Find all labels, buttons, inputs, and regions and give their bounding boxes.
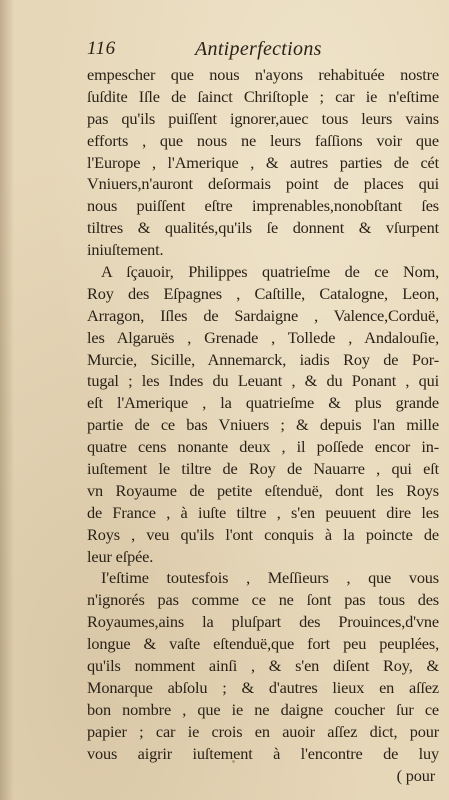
text-line: qu'ils nomment ainſi , & s'en diſent Roy, & bbox=[87, 656, 439, 676]
text-line: efforts , que nous ne leurs faſſions voir que bbox=[87, 130, 439, 150]
text-line: vous aigrir iuſtement à l'encontre de luy bbox=[87, 743, 439, 763]
text-line: vn Royaume de petite eſtenduë, dont les Roys bbox=[87, 480, 439, 500]
page-gutter-shadow bbox=[0, 0, 14, 800]
text-line: ſuſdite Iſle de ſainct Chriſtople ; car ie n'eſtime bbox=[87, 86, 439, 106]
text-line: nous puiſſent eſtre imprenables,nonobſtant ſes bbox=[87, 196, 439, 216]
text-line: tiltres & qualités,qu'ils ſe donnent & vſurpent bbox=[87, 218, 439, 238]
text-line: pas qu'ils puiſſent ignorer,auec tous leurs vains bbox=[87, 108, 439, 128]
text-line: Roys , veu qu'ils l'ont conquis à la poincte de bbox=[87, 524, 439, 544]
text-line: eſt l'Amerique , la quatrieſme & plus grande bbox=[87, 393, 439, 413]
text-line: empescher que nous n'ayons rehabituée nostre bbox=[87, 65, 439, 84]
text-line: n'ignorés pas comme ce ne ſont pas tous des bbox=[87, 590, 439, 610]
running-head: Antiperfections bbox=[195, 38, 322, 60]
text-line: quatre cens nonante deux , il poſſede encor in- bbox=[87, 437, 439, 457]
text-line: Murcie, Sicille, Annemarck, iadis Roy de Por- bbox=[87, 349, 439, 369]
text-line: Royaumes,ains la pluſpart des Prouinces,d'vne bbox=[87, 612, 439, 632]
text-line: Monarque abſolu ; & d'autres lieux en aſſez bbox=[87, 677, 439, 697]
text-line: les Algaruës , Grenade , Tollede , Andalouſie, bbox=[87, 327, 439, 347]
text-line: l'Europe , l'Amerique , & autres parties de cét bbox=[87, 152, 439, 172]
text-line: papier ; car ie crois en auoir aſſez dict, pour bbox=[87, 721, 439, 741]
paragraph-end-line: iniuſtement. bbox=[87, 240, 164, 260]
text-line: iuſtement le tiltre de Roy de Nauarre , qui eſt bbox=[87, 459, 439, 479]
page-header bbox=[87, 38, 427, 64]
paragraph-start-line: A ſçauoir, Philippes quatrieſme de ce Nom, bbox=[101, 262, 439, 282]
catchword: ( pour bbox=[396, 765, 435, 785]
text-line: de France , à iuſte tiltre , s'en peuuent dire les bbox=[87, 502, 439, 522]
text-line: Arragon, Iſles de Sardaigne , Valence,Corduë, bbox=[87, 305, 439, 325]
text-line: tugal ; les Indes du Leuant , & du Ponant , qui bbox=[87, 371, 439, 391]
body-text bbox=[87, 64, 439, 786]
text-line: partie de ce bas Vniuers ; & depuis l'an mille bbox=[87, 415, 439, 435]
text-line: longue & vaſte eſtenduë,que fort peu peuplées, bbox=[87, 634, 439, 654]
paragraph-start-line: I'eſtime toutesfois , Meſſieurs , que vous bbox=[101, 568, 439, 588]
text-line: Vniuers,n'auront deſormais point de places qui bbox=[87, 174, 439, 194]
text-line: Roy des Eſpagnes , Caſtille, Catalogne, Leon, bbox=[87, 283, 439, 303]
text-line: bon nombre , que ie ne daigne coucher ſur ce bbox=[87, 699, 439, 719]
paragraph-end-line: leur eſpée. bbox=[87, 546, 154, 566]
paper-speck bbox=[232, 760, 235, 763]
page-number: 116 bbox=[87, 38, 116, 59]
